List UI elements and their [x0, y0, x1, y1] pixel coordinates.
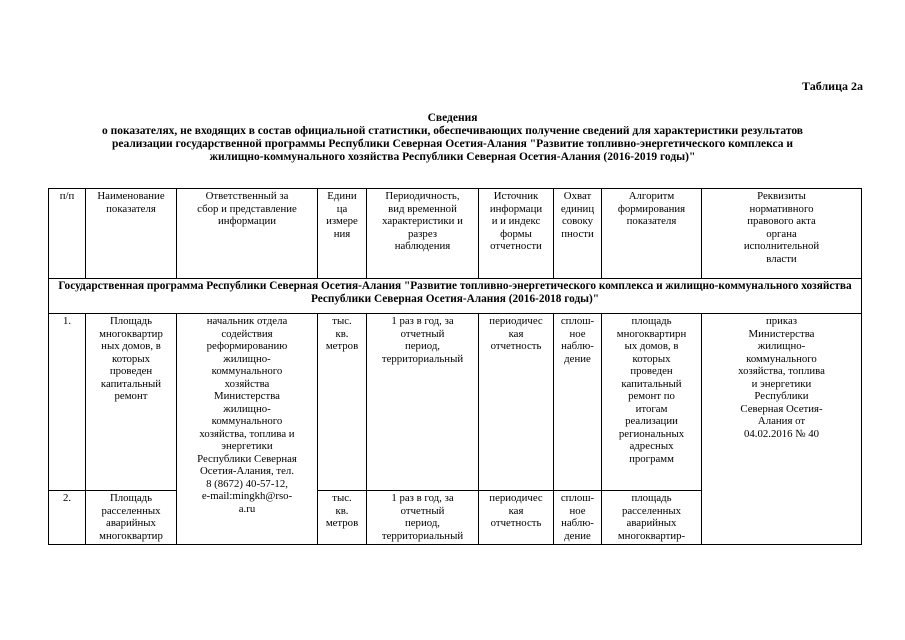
- indicator-name: [86, 491, 177, 545]
- cell-line: наблюдения: [394, 240, 451, 252]
- cell-line: региональных: [618, 427, 685, 440]
- cell-line: характеристики и: [382, 215, 463, 227]
- cell-line: энергетики: [221, 440, 273, 452]
- table-row: [49, 314, 862, 491]
- heading-title: Сведения: [427, 112, 478, 124]
- cell-line: период,: [404, 517, 441, 529]
- cell-line: Реквизиты: [757, 190, 806, 202]
- column-header-periodicity: [367, 189, 479, 279]
- cell-line: показателя: [626, 215, 677, 227]
- cell-line: кая: [508, 327, 524, 340]
- program-row: [49, 279, 862, 314]
- cell-line: ное: [569, 504, 586, 517]
- column-header-legal-act: [702, 189, 862, 279]
- cell-line: 8 (8672) 40-57-12,: [206, 477, 288, 490]
- cell-line: расселенных: [621, 504, 682, 517]
- cell-line: Северная Осетия-: [740, 402, 823, 415]
- cell-line: ния: [333, 227, 351, 240]
- cell-line: Республики: [754, 390, 809, 402]
- cell-line: жилищно-: [223, 352, 271, 365]
- cell-line: период,: [404, 340, 441, 352]
- cell-line: Ответственный за: [205, 190, 289, 202]
- cell-line: Источник: [493, 190, 539, 202]
- heading-line: жилищно-коммунального хозяйства Республики Северная Осетия-Алания (2016-2019 годы)": [209, 151, 696, 163]
- column-header-source: [479, 189, 554, 279]
- responsible-contact: [177, 314, 318, 545]
- cell-line: сбор и представление: [197, 202, 297, 215]
- cell-line: Наименование: [97, 190, 165, 202]
- cell-line: капитальный: [100, 377, 162, 390]
- cell-line: Министерства: [214, 390, 280, 402]
- cell-line: сплош-: [560, 492, 595, 504]
- cell-line: многоквартир-: [617, 529, 686, 542]
- cell-line: Алгоритм: [628, 190, 675, 202]
- cell-line: реформированию: [206, 340, 288, 352]
- cell-line: метров: [325, 517, 359, 529]
- cell-line: a.ru: [238, 502, 256, 515]
- cell-line: площадь: [631, 315, 672, 327]
- periodicity-cell: [367, 491, 479, 545]
- cell-line: правового акта: [747, 215, 816, 227]
- cell-line: многоквартир: [99, 529, 163, 542]
- cell-line: и энергетики: [751, 377, 812, 390]
- coverage-cell: [554, 314, 602, 491]
- coverage-cell: [554, 491, 602, 545]
- cell-line: Республики Северная: [197, 452, 297, 465]
- cell-line: 04.02.2016 № 40: [743, 427, 820, 440]
- cell-line: разрез: [407, 227, 438, 240]
- cell-line: e-mail:mingkh@rso-: [201, 490, 293, 502]
- cell-line: приказ: [765, 315, 798, 327]
- column-header-unit: [318, 189, 367, 279]
- cell-line: проведен: [630, 365, 673, 377]
- cell-line: Министерства: [748, 327, 815, 340]
- cell-line: информаци: [489, 202, 543, 215]
- cell-line: сплош-: [560, 315, 595, 327]
- cell-line: многоквартирн: [616, 327, 687, 340]
- cell-line: власти: [766, 252, 797, 265]
- cell-line: коммунального: [211, 415, 283, 427]
- cell-line: отчетность: [490, 517, 542, 529]
- unit-cell: [318, 314, 367, 491]
- cell-line: Осетия-Алания, тел.: [199, 465, 295, 477]
- cell-line: реализации: [625, 415, 678, 427]
- cell-line: ремонт: [114, 390, 148, 402]
- cell-line: ремонт по: [628, 390, 675, 402]
- cell-line: и и индекс: [491, 215, 541, 227]
- cell-line: единиц: [560, 202, 595, 215]
- legal-act-cell: [702, 314, 862, 545]
- source-cell: [479, 491, 554, 545]
- cell-line: программ: [629, 452, 674, 465]
- column-header-algorithm: [602, 189, 702, 279]
- cell-line: проведен: [109, 365, 153, 377]
- cell-line: ца: [336, 202, 348, 215]
- cell-line: наблю-: [561, 340, 594, 352]
- cell-line: которых: [632, 352, 671, 365]
- cell-line: многоквартир: [99, 327, 163, 340]
- cell-line: измере: [326, 215, 358, 227]
- cell-line: дение: [564, 529, 591, 542]
- cell-line: п/п: [59, 190, 75, 202]
- table-label: Таблица 2а: [802, 79, 863, 93]
- document-heading: [40, 112, 865, 164]
- cell-line: вид временной: [388, 202, 457, 215]
- cell-line: коммунального: [746, 352, 817, 365]
- cell-line: исполнительной: [743, 240, 820, 252]
- cell-line: Алания от: [757, 415, 806, 427]
- cell-line: показателя: [106, 202, 156, 215]
- heading-line: о показателях, не входящих в состав официальной статистики, обеспечивающих получение сведений для характеристики результатов: [101, 125, 804, 137]
- cell-line: периодичес: [489, 315, 543, 327]
- cell-line: Едини: [327, 190, 357, 202]
- cell-line: Охват: [563, 190, 592, 202]
- column-header-name: [86, 189, 177, 279]
- cell-line: начальник отдела: [206, 315, 288, 327]
- cell-line: наблю-: [561, 517, 594, 529]
- cell-line: капитальный: [621, 377, 682, 390]
- cell-line: пности: [561, 227, 594, 240]
- cell-line: территориальный: [381, 529, 464, 542]
- cell-line: площадь: [631, 492, 672, 504]
- cell-line: тыс.: [332, 315, 352, 327]
- cell-line: органа: [766, 227, 797, 240]
- cell-line: нормативного: [749, 202, 814, 215]
- row-number: 2.: [49, 491, 86, 545]
- cell-line: Периодичность,: [385, 190, 460, 202]
- cell-line: формы: [500, 227, 532, 240]
- column-header-responsible: [177, 189, 318, 279]
- cell-line: кв.: [335, 504, 349, 517]
- cell-line: отчетность: [490, 340, 542, 352]
- cell-line: совоку: [561, 215, 594, 227]
- cell-line: кая: [508, 504, 524, 517]
- cell-line: расселенных: [101, 504, 161, 517]
- cell-line: Площадь: [109, 492, 153, 504]
- cell-line: кв.: [335, 327, 349, 340]
- cell-line: адресных: [629, 440, 674, 452]
- cell-line: итогам: [635, 402, 668, 415]
- indicator-name: [86, 314, 177, 491]
- cell-line: информации: [217, 215, 277, 227]
- cell-line: которых: [112, 352, 150, 365]
- periodicity-cell: [367, 314, 479, 491]
- cell-line: метров: [325, 340, 359, 352]
- cell-line: 1 раз в год, за: [391, 492, 454, 504]
- algorithm-cell: [602, 314, 702, 491]
- cell-line: жилищно-: [757, 340, 806, 352]
- cell-line: жилищно-: [223, 402, 271, 415]
- cell-line: отчетности: [490, 240, 542, 252]
- cell-line: отчетный: [400, 327, 445, 340]
- algorithm-cell: [602, 491, 702, 545]
- unit-cell: [318, 491, 367, 545]
- cell-line: периодичес: [489, 492, 543, 504]
- cell-line: Площадь: [109, 315, 153, 327]
- cell-line: тыс.: [332, 492, 352, 504]
- cell-line: аварийных: [106, 517, 156, 529]
- cell-line: хозяйства, топлива и: [199, 427, 295, 440]
- cell-line: хозяйства: [224, 377, 270, 390]
- cell-line: хозяйства, топлива: [738, 365, 825, 377]
- cell-line: отчетный: [400, 504, 445, 517]
- source-cell: [479, 314, 554, 491]
- heading-line: реализации государственной программы Республики Северная Осетия-Алания "Развитие топливно-энергетического комплекса и: [112, 138, 793, 150]
- program-title: Государственная программа Республики Северная Осетия-Алания "Развитие топливно-энергетического комплекса и жилищно-коммунального хозяйства Республики Северная Осетия-Алания (2016-2018 годы)": [49, 279, 862, 314]
- column-header-coverage: [554, 189, 602, 279]
- indicators-table: [48, 188, 862, 545]
- cell-line: ное: [569, 327, 586, 340]
- cell-line: формирования: [617, 202, 686, 215]
- row-number: 1.: [49, 314, 86, 491]
- cell-line: дение: [564, 352, 591, 365]
- cell-line: 1 раз в год, за: [391, 315, 454, 327]
- cell-line: коммунального: [211, 365, 283, 377]
- column-header-number: [49, 189, 86, 279]
- table-header-row: [49, 189, 862, 279]
- cell-line: аварийных: [626, 517, 677, 529]
- cell-line: ных домов, в: [101, 340, 161, 352]
- cell-line: содействия: [221, 327, 273, 340]
- cell-line: территориальный: [381, 352, 464, 365]
- cell-line: ых домов, в: [624, 340, 679, 352]
